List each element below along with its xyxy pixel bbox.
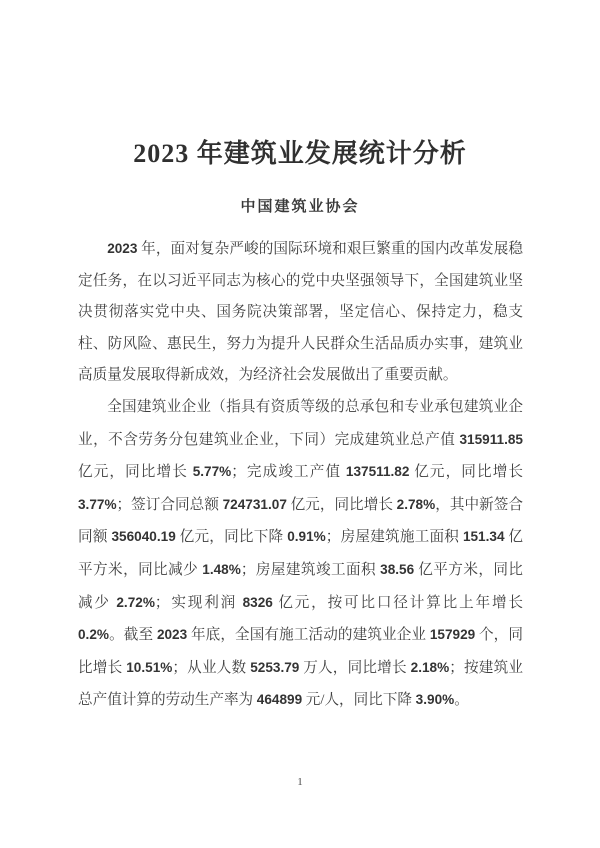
numeric-text-segment: 5.77% [192, 464, 232, 480]
text-segment: 元/人，同比下降 [302, 692, 416, 709]
numeric-text-segment: 464899 [256, 692, 303, 708]
text-segment: ；完成竣工产值 [231, 464, 346, 481]
text-segment: 亿元，同比增长 [286, 496, 397, 513]
text-segment: 个，同比增长 [78, 627, 523, 676]
text-segment: 亿元，同比下降 [175, 529, 288, 546]
text-segment: ；房屋建筑施工面积 [325, 529, 463, 546]
numeric-text-segment: 0.2% [78, 627, 109, 643]
numeric-text-segment: 2023 [156, 627, 188, 643]
numeric-text-segment: 1.48% [202, 561, 241, 577]
text-segment: 万人，同比增长 [299, 659, 411, 676]
numeric-text-segment: 151.34 [462, 529, 505, 545]
document-body [78, 233, 523, 717]
paragraph-statistics [78, 392, 523, 717]
text-segment: 亿平方米，同比减少 [78, 561, 523, 611]
text-segment: ；签订合同总额 [116, 496, 223, 513]
numeric-text-segment: 3.77% [78, 496, 117, 512]
numeric-text-segment: 10.51% [126, 659, 173, 675]
numeric-text-segment: 356040.19 [111, 529, 176, 545]
numeric-text-segment: 38.56 [380, 561, 415, 577]
numeric-text-segment: 157929 [429, 627, 476, 643]
text-segment: 亿元，同比增长 [409, 464, 524, 481]
text-segment: 年，面对复杂严峻的国际环境和艰巨繁重的国内改革发展稳定任务，在以习近平同志为核心的党中央坚强领导下，全国建筑业坚决贯彻落实党中央、国务院决策部署，坚定信心、保持定力，稳支柱、防风险、惠民生，努力为提升人民群众生活品质办实事，建筑业高质量发展取得新成效，为经济社会发展做出了重要贡献。 [78, 241, 523, 384]
paragraph-intro [78, 233, 523, 392]
numeric-text-segment: 0.91% [287, 529, 326, 545]
text-segment: 。 [454, 692, 469, 709]
text-segment: 亿元，按可比口径计算比上年增长 [272, 594, 523, 611]
numeric-text-segment: 2.18% [410, 659, 450, 675]
numeric-text-segment: 3.90% [415, 692, 455, 708]
numeric-text-segment: 724731.07 [222, 496, 287, 512]
text-segment: ；房屋建筑竣工面积 [240, 561, 381, 578]
numeric-text-segment: 5253.79 [250, 659, 300, 675]
text-segment: ；实现利润 [154, 594, 243, 611]
text-segment: 全国建筑业企业（指具有资质等级的总承包和专业承包建筑业企业，不含劳务分包建筑业企业，下同）完成建筑业总产值 [78, 398, 523, 448]
numeric-text-segment: 137511.82 [345, 464, 410, 480]
text-segment: 亿元，同比增长 [78, 464, 193, 481]
numeric-text-segment: 2.72% [116, 594, 155, 610]
text-segment: 亿平方米，同比减少 [78, 529, 523, 578]
text-segment: ；从业人数 [172, 659, 251, 676]
page-number: 1 [297, 776, 303, 788]
numeric-text-segment: 315911.85 [459, 431, 523, 447]
text-segment: ，其中新签合同额 [78, 496, 523, 546]
numeric-text-segment: 8326 [242, 594, 273, 610]
document-title: 2023 年建筑业发展统计分析 [133, 139, 467, 168]
numeric-text-segment: 2.78% [396, 496, 436, 512]
text-segment: 。截至 [108, 627, 157, 644]
numeric-text-segment: 2023 [107, 241, 138, 256]
text-segment: 年底，全国有施工活动的建筑业企业 [187, 627, 430, 644]
text-segment: ；按建筑业总产值计算的劳动生产率为 [78, 659, 523, 709]
document-author: 中国建筑业协会 [240, 199, 360, 215]
